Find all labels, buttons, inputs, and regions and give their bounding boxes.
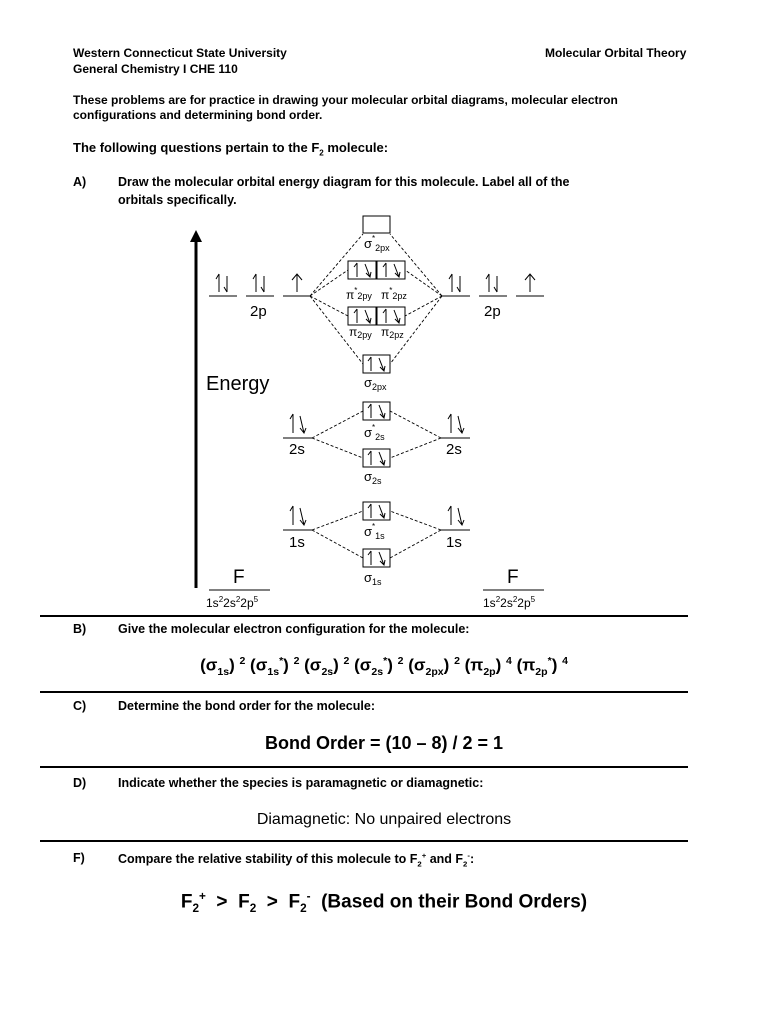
question-f-end: : (469, 852, 475, 867)
intro-line-2: configurations and determining bond order. (73, 108, 323, 122)
label-sigma-star-2px: $\sigma^*_{2px}$ (364, 234, 390, 253)
left-2p-label: 2p (250, 303, 267, 320)
right-atom-symbol: F (507, 567, 519, 588)
answer-stability: $F_2^+ > F_2 > F_2^-$ (Based on their Bond Orders) (180, 890, 588, 916)
question-b-letter: B) (73, 622, 87, 636)
energy-arrow-head (190, 230, 202, 242)
mo-energy-diagram (0, 210, 768, 620)
pi-2py-box (348, 307, 376, 325)
divider-3 (40, 766, 688, 768)
question-f-mid: and F (426, 852, 464, 867)
sigma-1s-box (363, 549, 390, 567)
label-sigma-1s: $\sigma_{1s}$ (364, 570, 382, 587)
label-sigma-2s: $\sigma_{2s}$ (364, 469, 382, 486)
left-1s-label: 1s (289, 534, 305, 551)
label-pi-2py: π2py (349, 325, 372, 340)
question-d-letter: D) (73, 776, 87, 790)
divider-4 (40, 840, 688, 842)
lead-text: The following questions pertain to the F (73, 140, 320, 155)
divider-1 (40, 615, 688, 617)
pi-star-2pz-box (377, 261, 405, 279)
right-1s-label: 1s (446, 534, 462, 551)
header-topic: Molecular Orbital Theory (545, 46, 687, 60)
divider-2 (40, 691, 688, 693)
header-university: Western Connecticut State University (73, 46, 287, 60)
sigma-2px-box (363, 355, 390, 373)
question-a-line-2: orbitals specifically. (118, 193, 237, 207)
answer-bond-order: Bond Order = (10 – 8) / 2 = 1 (264, 733, 504, 753)
question-f-lead: Compare the relative stability of this molecule to F (118, 852, 418, 867)
question-a-letter: A) (73, 175, 87, 189)
answer-magnetism: Diamagnetic: No unpaired electrons (256, 811, 512, 828)
label-pi-star-2py: $\pi^*_{2py}$ (346, 286, 372, 302)
left-2p-levels (209, 274, 311, 296)
sigma-star-1s-box (363, 502, 390, 520)
lead-tail: molecule: (323, 140, 389, 155)
pi-2pz-box (377, 307, 405, 325)
answer-config: $(\sigma_{1s})$ $^2$ $(\sigma_{1s}^*)$ $^2$ $(\sigma_{2s})$ $^2$ $(\sigma_{2s}^*)$ $^2$ $(\sigma_{2px})$ $^2$ $(\pi_{2p})$ $^4$ $(\pi_{2p}^*)$ $^4$ (200, 655, 568, 679)
sigma-star-2px-box (363, 216, 390, 233)
label-sigma-star-2s: $\sigma^*_{2s}$ (364, 423, 385, 442)
correlation-lines (310, 234, 442, 558)
lead-sentence (73, 140, 388, 158)
lead-sub: 2 (319, 148, 324, 158)
right-2p-levels (442, 274, 544, 296)
energy-label: Energy (206, 373, 270, 395)
question-d-text: Indicate whether the species is paramagnetic or diamagnetic: (118, 776, 484, 790)
label-pi-2pz: π2pz (381, 325, 404, 340)
label-sigma-star-1s: $\sigma^*_{1s}$ (364, 522, 385, 541)
left-2s-label: 2s (289, 441, 305, 458)
intro-line-1: These problems are for practice in drawing your molecular orbital diagrams, molecular electron (73, 93, 618, 107)
label-sigma-2px: $\sigma_{2px}$ (364, 375, 387, 392)
question-c-letter: C) (73, 699, 87, 713)
left-atom-symbol: F (233, 567, 245, 588)
sigma-2s-box (363, 449, 390, 467)
right-atom-config: $1s^22s^22p^5$ (483, 595, 536, 610)
question-f-letter: F) (73, 851, 85, 865)
sigma-star-2s-box (363, 402, 390, 420)
pi-star-2py-box (348, 261, 376, 279)
question-c-text: Determine the bond order for the molecule: (118, 699, 375, 713)
right-2s-label: 2s (446, 441, 462, 458)
label-pi-star-2pz: $\pi^*_{2pz}$ (381, 286, 407, 302)
header-course: General Chemistry I CHE 110 (73, 62, 238, 76)
right-2p-label: 2p (484, 303, 501, 320)
left-atom-config: $1s^22s^22p^5$ (206, 595, 259, 610)
question-a-line-1: Draw the molecular orbital energy diagram for this molecule. Label all of the (118, 175, 570, 189)
question-f-text: Compare the relative stability of this molecule to $F_2^+$ and $F_2^-$: (118, 851, 475, 869)
question-b-text: Give the molecular electron configuration for the molecule: (118, 622, 470, 636)
